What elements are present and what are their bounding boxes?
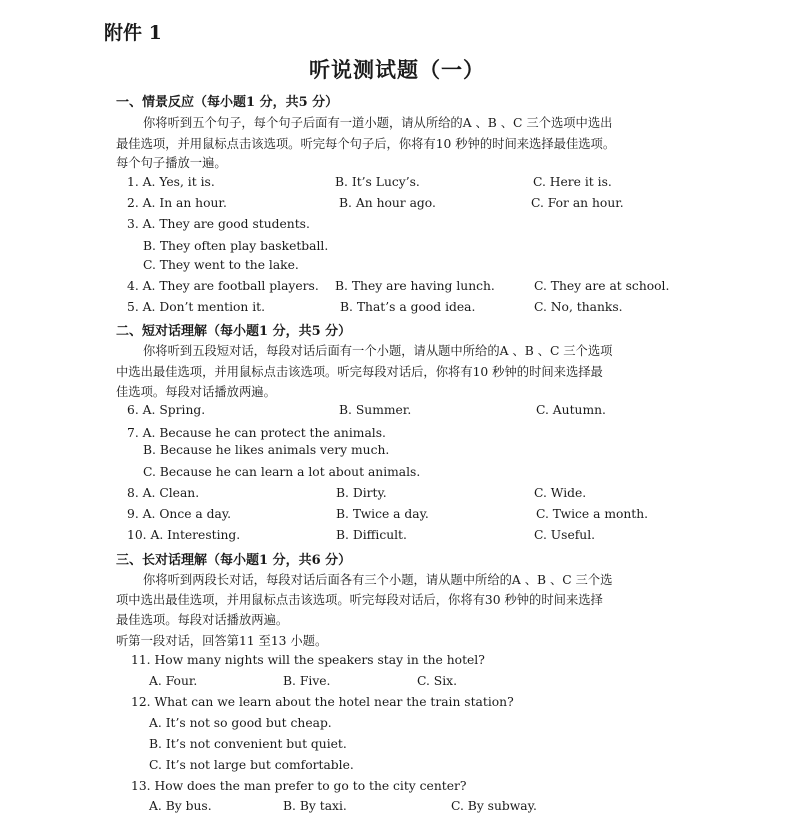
question-1-option-b[interactable]: B. It’s Lucy’s. [335,175,420,189]
question-6-option-a[interactable]: 6. A. Spring. [127,403,206,417]
section-2-heading: 二、短对话理解（每小题1 分，共5 分） [116,324,352,339]
section-1-instruction: 你将听到五个句子，每个句子后面有一道小题，请从所给的A 、B 、C 三个选项中选出 [143,116,613,130]
question-7-option-a[interactable]: 7. A. Because he can protect the animals. [127,426,386,440]
question-5-option-b[interactable]: B. That’s a good idea. [340,300,476,314]
dialogue-lead-in: 听第一段对话，回答第11 至13 小题。 [116,634,328,648]
question-1-option-a[interactable]: 1. A. Yes, it is. [127,175,215,189]
question-3-option-a[interactable]: 3. A. They are good students. [127,217,310,231]
question-9-option-c[interactable]: C. Twice a month. [536,507,649,521]
section-3-instruction: 你将听到两段长对话，每段对话后面各有三个小题，请从题中所给的A 、B 、C 三个选 [143,573,613,587]
section-2-instruction: 你将听到五段短对话，每段对话后面有一个小题，请从题中所给的A 、B 、C 三个选项 [143,344,613,358]
question-13-option-b[interactable]: B. By taxi. [283,799,347,813]
question-2-option-b[interactable]: B. An hour ago. [339,196,436,210]
question-9-option-a[interactable]: 9. A. Once a day. [127,507,232,521]
question-7-option-c[interactable]: C. Because he can learn a lot about animals. [143,465,421,479]
question-13-option-c[interactable]: C. By subway. [451,799,537,813]
question-13-option-a[interactable]: A. By bus. [149,799,212,813]
question-2-option-a[interactable]: 2. A. In an hour. [127,196,227,210]
question-8-option-b[interactable]: B. Dirty. [336,486,387,500]
question-12-option-a[interactable]: A. It’s not so good but cheap. [149,716,332,730]
question-7-option-b[interactable]: B. Because he likes animals very much. [143,443,390,457]
page-title: 听说测试题（一） [309,57,485,82]
question-10-option-c[interactable]: C. Useful. [534,528,596,542]
section-2-instruction: 佳选项。每段对话播放两遍。 [116,385,276,399]
question-1-option-c[interactable]: C. Here it is. [533,175,612,189]
question-11-option-b[interactable]: B. Five. [283,674,331,688]
attachment-label: 附件 1 [104,22,162,44]
question-13-stem: 13. How does the man prefer to go to the city center? [131,779,467,793]
question-10-option-b[interactable]: B. Difficult. [336,528,407,542]
question-12-option-b[interactable]: B. It’s not convenient but quiet. [149,737,347,751]
question-12-stem: 12. What can we learn about the hotel near the train station? [131,695,514,709]
section-3-instruction: 项中选出最佳选项，并用鼠标点击该选项。听完每段对话后，你将有30 秒钟的时间来选择 [116,593,603,607]
question-8-option-a[interactable]: 8. A. Clean. [127,486,200,500]
question-10-option-a[interactable]: 10. A. Interesting. [127,528,241,542]
question-11-option-c[interactable]: C. Six. [417,674,457,688]
question-3-option-c[interactable]: C. They went to the lake. [143,258,299,272]
question-11-stem: 11. How many nights will the speakers stay in the hotel? [131,653,485,667]
question-4-option-c[interactable]: C. They are at school. [534,279,670,293]
question-4-option-b[interactable]: B. They are having lunch. [335,279,495,293]
section-3-heading: 三、长对话理解（每小题1 分，共6 分） [116,553,352,568]
question-6-option-c[interactable]: C. Autumn. [536,403,606,417]
question-11-option-a[interactable]: A. Four. [149,674,198,688]
question-8-option-c[interactable]: C. Wide. [534,486,587,500]
question-4-option-a[interactable]: 4. A. They are football players. [127,279,319,293]
section-3-instruction: 最佳选项。每段对话播放两遍。 [116,613,289,627]
question-12-option-c[interactable]: C. It’s not large but comfortable. [149,758,354,772]
question-5-option-a[interactable]: 5. A. Don’t mention it. [127,300,266,314]
question-3-option-b[interactable]: B. They often play basketball. [143,239,329,253]
section-1-instruction: 每个句子播放一遍。 [116,156,227,170]
question-5-option-c[interactable]: C. No, thanks. [534,300,623,314]
question-9-option-b[interactable]: B. Twice a day. [336,507,429,521]
section-1-heading: 一、情景反应（每小题1 分，共5 分） [116,95,339,110]
question-6-option-b[interactable]: B. Summer. [339,403,412,417]
section-1-instruction: 最佳选项，并用鼠标点击该选项。听完每个句子后，你将有10 秒钟的时间来选择最佳选项。 [116,137,616,151]
question-2-option-c[interactable]: C. For an hour. [531,196,624,210]
section-2-instruction: 中选出最佳选项，并用鼠标点击该选项。听完每段对话后，你将有10 秒钟的时间来选择最 [116,365,603,379]
